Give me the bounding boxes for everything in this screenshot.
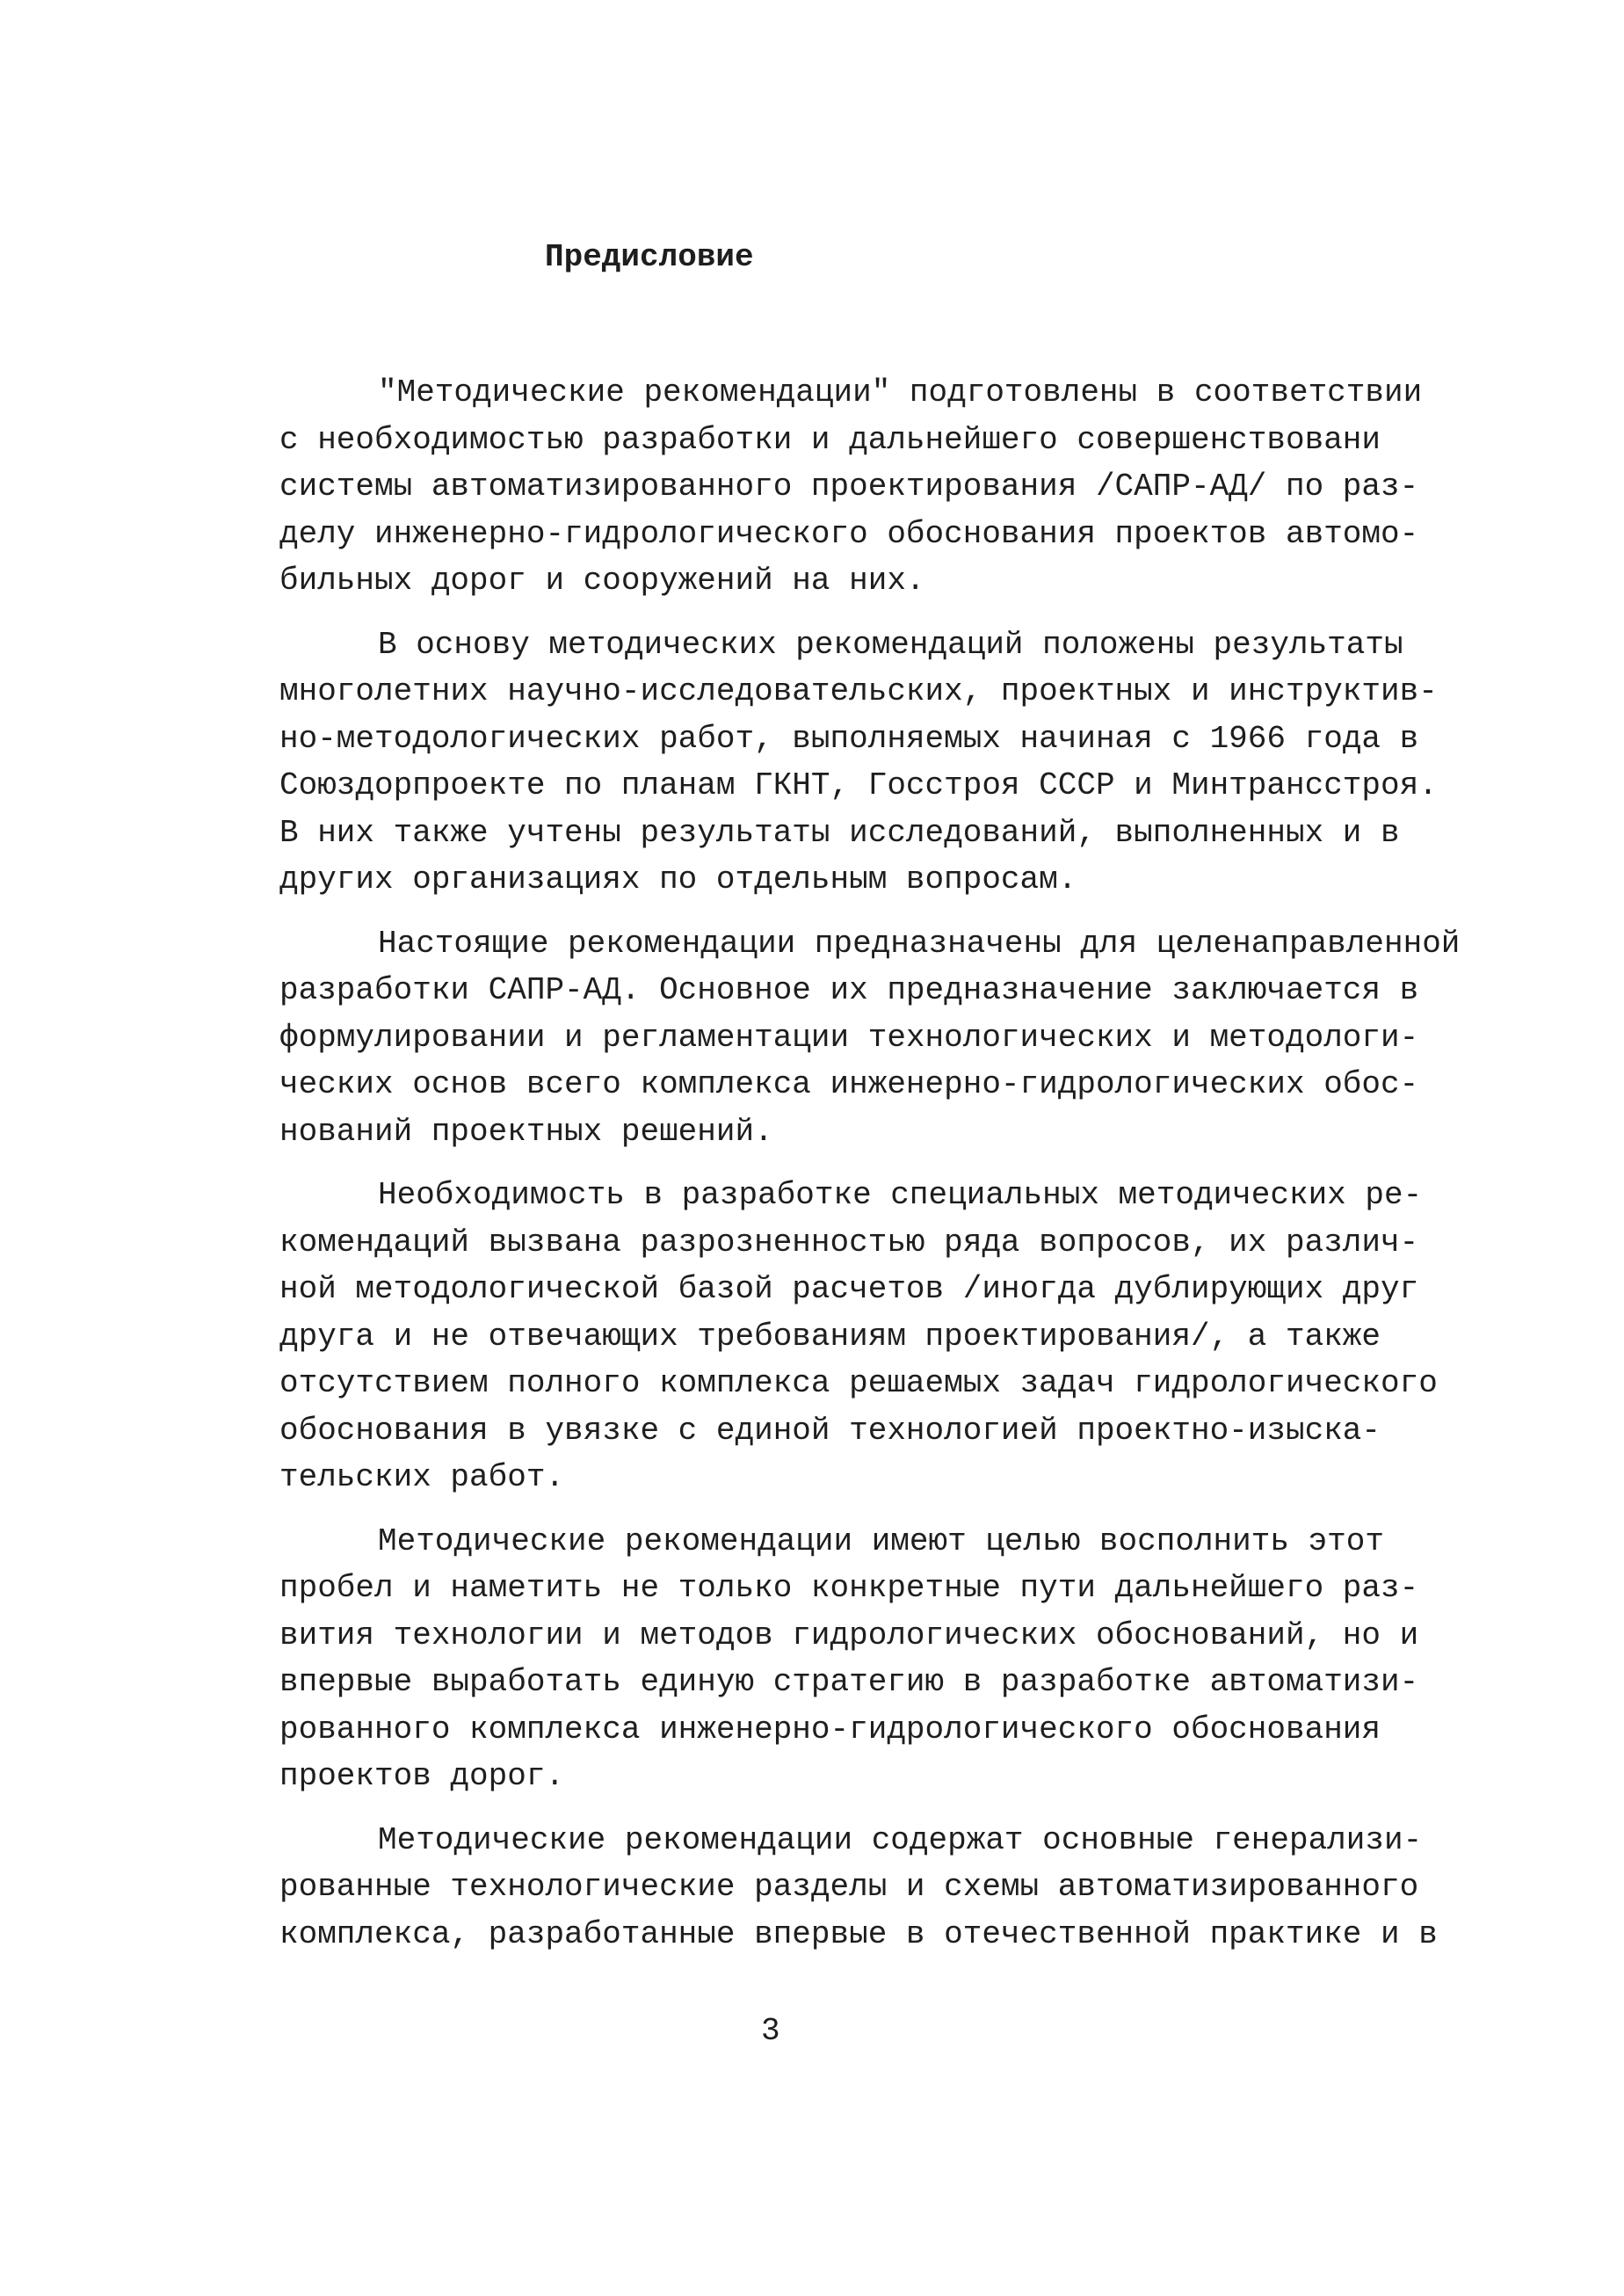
page-number: 3 (761, 2013, 780, 2049)
text-line: Методические рекомендации имеют целью восполнить этот (378, 1522, 1384, 1559)
text-line: вития технологии и методов гидрологических обоснований, но и (279, 1617, 1419, 1653)
text-line: но-методологических работ, выполняемых начиная с 1966 года в (279, 720, 1419, 757)
paragraph (279, 1518, 1439, 1800)
text-line: комендаций вызвана разрозненностью ряда вопросов, их различ- (279, 1224, 1419, 1261)
text-line: формулировании и регламентации технологических и методологи- (279, 1019, 1419, 1056)
text-line: тельских работ. (279, 1459, 565, 1495)
paragraph (279, 1172, 1439, 1501)
text-line: друга и не отвечающих требованиям проектирования/, а также (279, 1318, 1381, 1355)
text-line: многолетних научно-исследовательских, проектных и инструктив- (279, 673, 1438, 709)
text-line: отсутствием полного комплекса решаемых задач гидрологического (279, 1365, 1438, 1401)
text-line: проектов дорог. (279, 1758, 565, 1794)
text-line: нований проектных решений. (279, 1113, 773, 1150)
paragraph (279, 1817, 1439, 1958)
text-line: Настоящие рекомендации предназначены для целенаправленной (378, 925, 1461, 962)
paragraph (279, 920, 1461, 1156)
text-line: комплекса, разработанные впервые в отечественной практике и в (279, 1915, 1438, 1952)
text-line: делу инженерно-гидрологического обоснования проектов автомо- (279, 515, 1419, 552)
text-line: рованного комплекса инженерно-гидрологического обоснования (279, 1711, 1381, 1747)
text-line: ной методологической базой расчетов /иногда дублирующих друг (279, 1271, 1419, 1307)
text-line: системы автоматизированного проектирования /САПР-АД/ по раз- (279, 469, 1419, 505)
text-line: Необходимость в разработке специальных методических ре- (378, 1177, 1423, 1213)
page-title: Предисловие (545, 239, 754, 275)
body-text (279, 369, 1461, 1974)
text-line: разработки САПР-АД. Основное их предназначение заключается в (279, 972, 1419, 1008)
text-line: Союздорпроекте по планам ГКНТ, Госстроя СССР и Минтрансстроя. (279, 767, 1438, 803)
paragraph (279, 369, 1439, 605)
text-line: впервые выработать единую стратегию в разработке автоматизи- (279, 1664, 1419, 1700)
text-line: других организациях по отдельным вопросам. (279, 861, 1077, 897)
text-line: Методические рекомендации содержат основные генерализи- (378, 1821, 1423, 1858)
text-line: с необходимостью разработки и дальнейшего совершенствовани (279, 421, 1381, 458)
text-line: пробел и наметить не только конкретные пути дальнейшего раз- (279, 1570, 1419, 1606)
paragraph (279, 621, 1439, 904)
text-line: В них также учтены результаты исследований, выполненных и в (279, 814, 1400, 851)
text-line: рованные технологические разделы и схемы автоматизированного (279, 1869, 1419, 1905)
text-line: "Методические рекомендации" подготовлены в соответствии (378, 374, 1423, 411)
text-line: бильных дорог и сооружений на них. (279, 563, 925, 599)
text-line: обоснования в увязке с единой технологией проектно-изыска- (279, 1412, 1381, 1449)
text-line: ческих основ всего комплекса инженерно-гидрологических обос- (279, 1066, 1419, 1102)
text-line: В основу методических рекомендаций положены результаты (378, 626, 1403, 663)
